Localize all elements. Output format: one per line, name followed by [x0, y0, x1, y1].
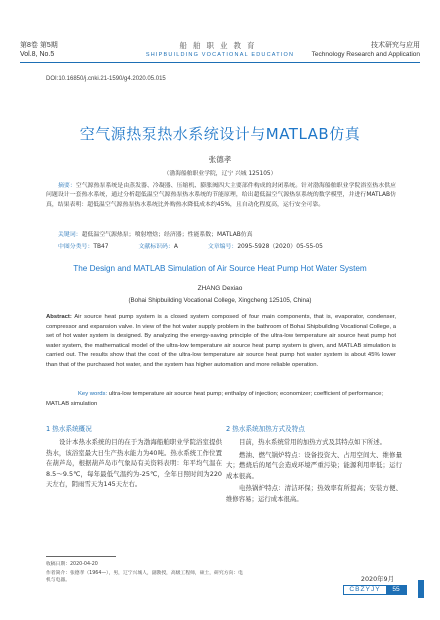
abstract-en-text: Air source heat pump system is a closed system composed of four main components, that is, evaporator, condenser, compressor and expansion valve. In view of the hot water supply problem in the bathroom of Bohai Shipbuilding Vocational College, a set of hot water system is designed. By analyzing the energy-saving principle of the ultra-low temperature air source heat pump hot water system, the mathematical model of the ultra-low temperature air source heat pump system is given, and MATLAB simulation is carried out. The results show that the cost of the ultra-low temperature air source heat pump hot water system is about 45% lower than that of the purchased hot water, and the system has higher automation and more reliable operation. — [46, 314, 396, 368]
keywords-en-label: Key words: — [78, 391, 108, 397]
keywords-cn-label: 关键词： — [58, 232, 82, 238]
footnote-bio: 作者简介：张德孝（1964—），男，辽宁兴城人，副教授，高级工程师，硕士，研究方向：电机与电器。 — [46, 571, 243, 583]
author-cn: 张德孝 — [208, 155, 232, 164]
footnote-divider — [46, 556, 116, 557]
article-number — [208, 241, 323, 250]
section-2-paragraph-1: 目前，热水系统常用的加热方式及其特点如下所述。 — [239, 438, 386, 446]
section-1-paragraph: 设计本热水系统的目的在于为渤海船舶职业学院浴室提供热水，该浴室最大日生产热水能力为40吨。热水系统工作位置在葫芦岛，根据葫芦岛市气象局有关资料表明：年平均气温在8.5～9.5℃，每年最低气温约为-25℃，全年日照时间为220天左右，阴雨雪天为145天左右。 — [46, 438, 222, 488]
section-2-paragraph-3: 电热锅炉特点：清洁环保；热效率有所提高；安装方便、维修容易；运行成本很高。 — [226, 484, 402, 503]
footer-date: 2020年9月 — [360, 575, 394, 583]
keywords-en — [46, 390, 396, 409]
author-en: ZHANG Dexiao — [197, 285, 243, 292]
title-cn: 空气源热泵热水系统设计与MATLAB仿真 — [79, 125, 361, 143]
page-number: 55 — [386, 586, 406, 594]
art-value: 2095-5928（2020）05-55-05 — [237, 244, 323, 250]
section-2-paragraph-2: 燃油、燃气锅炉特点：设备投资大、占用空间大、维修量大；燃烧后的尾气会造成环境严重污染；能源利用率低；运行成本很高。 — [226, 450, 402, 480]
clc-value: TB47 — [93, 244, 109, 250]
body-column-right — [226, 423, 402, 504]
abstract-cn-text: 空气源热泵系统是由蒸发器、冷凝器、压缩机、膨胀阀四大主要部件构成的封闭系统。针对渤海船舶职业学院浴室热水供应问题设计一套热水系统，通过分析超低温空气源热泵热水系统的节能原理，给出超低温空气源热泵系统的数学模型，并进行MATLAB仿真，结果表明：超低温空气源热泵热水系统比外购热水降低成本约45%，且自动化程度高，运行安全可靠。 — [46, 183, 397, 208]
issue-info — [20, 41, 58, 59]
doc-label: 文献标识码： — [138, 244, 174, 250]
journal-name — [120, 40, 320, 58]
abstract-cn-label: 摘要： — [58, 183, 76, 189]
issue-en: Vol.8, No.5 — [20, 51, 55, 58]
keywords-en-text: ultra-low temperature air source heat pump; enthalpy of injection; economizer; coefficient of performance; MATLAB simulation — [46, 391, 384, 407]
journal-name-en: SHIPBUILDING VOCATIONAL EDUCATION — [145, 52, 295, 58]
abstract-cn — [46, 182, 396, 210]
issue-cn: 第8卷 第5期 — [20, 42, 58, 49]
column-cn: 技术研究与应用 — [371, 41, 420, 49]
keywords-cn — [58, 229, 398, 238]
affiliation-en: (Bohai Shipbuilding Vocational College, Xingcheng 125105, China) — [128, 297, 312, 304]
column-en: Technology Research and Application — [311, 51, 420, 58]
journal-name-cn: 船舶职业教育 — [179, 41, 261, 50]
keywords-cn-text: 超低温空气源热泵；喷射增焓；经济器；性能系数；MATLAB仿真 — [81, 232, 253, 238]
section-2-title: 2 热水系统加热方式及特点 — [226, 425, 305, 433]
header-divider — [20, 62, 420, 63]
clc-label: 中图分类号： — [58, 244, 94, 250]
column-info — [312, 41, 420, 59]
footer-side-bar — [418, 580, 424, 598]
footer-journal-abbr: CBZYJY — [349, 586, 381, 593]
footer-journal-box — [343, 585, 407, 595]
doc-value: A — [173, 244, 178, 250]
abstract-en-label: Abstract: — [46, 314, 72, 320]
abstract-en — [46, 313, 396, 371]
body-column-left — [46, 423, 222, 490]
doi: DOI:10.16850/j.cnki.21-1590/g4.2020.05.015 — [46, 76, 166, 82]
classification-row — [58, 241, 398, 250]
art-label: 文章编号： — [207, 244, 238, 250]
section-1-title: 1 热水系统概况 — [46, 425, 92, 433]
footnote-received: 收稿日期：2020-04-20 — [46, 562, 98, 567]
affiliation-cn: （渤海船舶职业学院，辽宁 兴城 125105） — [163, 171, 277, 177]
doc-code — [138, 241, 177, 250]
title-en: The Design and MATLAB Simulation of Air Source Heat Pump Hot Water System — [73, 264, 367, 273]
page-header — [0, 0, 440, 62]
clc-number — [58, 241, 108, 250]
